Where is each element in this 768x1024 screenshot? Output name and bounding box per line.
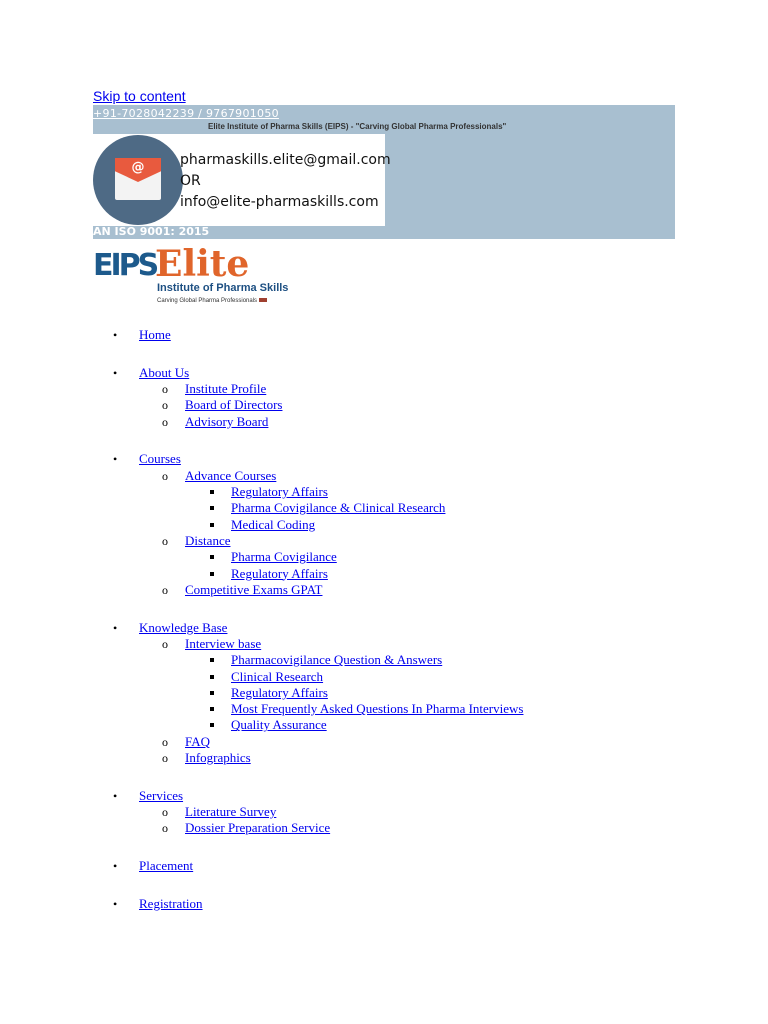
nav-link-placement[interactable]: Placement: [139, 858, 194, 874]
nav-link-infographics[interactable]: Infographics: [185, 750, 251, 766]
nav-link-faq-interviews[interactable]: Most Frequently Asked Questions In Pharma Interviews: [231, 701, 524, 717]
logo-mark: EIPS: [93, 248, 157, 283]
nav-link-faq[interactable]: FAQ: [185, 733, 211, 749]
logo-slogan: Carving Global Pharma Professionals: [157, 298, 267, 304]
nav-link-advance-courses[interactable]: Advance Courses: [185, 467, 277, 483]
email-primary: pharmaskills.elite@gmail.com: [180, 152, 391, 168]
nav-link-pv-qa[interactable]: Pharmacovigilance Question & Answers: [231, 652, 443, 668]
nav-link-about[interactable]: About Us: [139, 364, 190, 380]
header-banner: [93, 105, 675, 239]
nav-item-knowledge-base: • Knowledge Base o Interview base Pharmacovigilance Question & Answers Clinical Research Regulatory Affairs Most Frequently Asked Questions In Pharma Interviews Quality Assurance o FAQ o Infographics: [113, 620, 713, 767]
nav-link-interview-base[interactable]: Interview base: [185, 635, 262, 651]
nav-link-gpat[interactable]: Competitive Exams GPAT: [185, 581, 323, 597]
logo-name: Elite: [155, 243, 250, 285]
nav-link-advance-covigilance-clinical[interactable]: Pharma Covigilance & Clinical Research: [231, 500, 446, 516]
nav-link-advance-regulatory-affairs[interactable]: Regulatory Affairs: [231, 484, 328, 500]
nav-link-services[interactable]: Services: [139, 787, 184, 803]
logo-institute: Institute of Pharma Skills: [157, 282, 289, 294]
phone-link[interactable]: +91-7028042239 / 9767901050: [93, 107, 279, 120]
email-secondary: info@elite-pharmaskills.com: [180, 194, 379, 210]
nav-item-services: • Services o Literature Survey o Dossier Preparation Service: [113, 788, 713, 837]
nav-link-distance-regulatory-affairs[interactable]: Regulatory Affairs: [231, 565, 328, 581]
nav-link-home[interactable]: Home: [139, 327, 171, 342]
nav-item-about: • About Us o Institute Profile o Board of Directors o Advisory Board: [113, 365, 713, 430]
skip-to-content-link[interactable]: Skip to content: [93, 88, 186, 104]
email-icon: @: [93, 135, 183, 225]
nav-link-distance[interactable]: Distance: [185, 532, 231, 548]
nav-link-institute-profile[interactable]: Institute Profile: [185, 381, 267, 397]
email-or: OR: [180, 173, 201, 189]
nav-item-registration: [113, 896, 713, 912]
nav-link-distance-covigilance[interactable]: Pharma Covigilance: [231, 549, 337, 565]
header-tagline: Elite Institute of Pharma Skills (EIPS) - "Carving Global Pharma Professionals": [208, 122, 507, 131]
nav-link-dossier-preparation[interactable]: Dossier Preparation Service: [185, 820, 331, 836]
main-navigation: [113, 327, 713, 934]
nav-item-courses: • Courses o Advance Courses Regulatory Affairs Pharma Covigilance & Clinical Research Medical Coding o Distance Pharma Covigilance Regulatory Affairs o Competitive Exams GPAT: [113, 451, 713, 598]
nav-link-knowledge-base[interactable]: Knowledge Base: [139, 619, 228, 635]
nav-link-literature-survey[interactable]: Literature Survey: [185, 804, 277, 820]
nav-link-quality-assurance[interactable]: Quality Assurance: [231, 717, 327, 733]
email-contact-card: [93, 134, 391, 226]
site-logo[interactable]: [93, 243, 293, 310]
nav-link-registration[interactable]: Registration: [139, 896, 203, 912]
iso-certification: AN ISO 9001: 2015: [93, 225, 210, 238]
nav-link-board-of-directors[interactable]: Board of Directors: [185, 397, 283, 413]
nav-item-home: [113, 327, 713, 343]
nav-item-placement: [113, 858, 713, 874]
nav-link-courses[interactable]: Courses: [139, 451, 181, 467]
nav-link-clinical-research[interactable]: Clinical Research: [231, 668, 324, 684]
nav-link-medical-coding[interactable]: Medical Coding: [231, 516, 316, 532]
nav-link-kb-regulatory-affairs[interactable]: Regulatory Affairs: [231, 684, 328, 700]
nav-link-advisory-board[interactable]: Advisory Board: [185, 413, 269, 429]
